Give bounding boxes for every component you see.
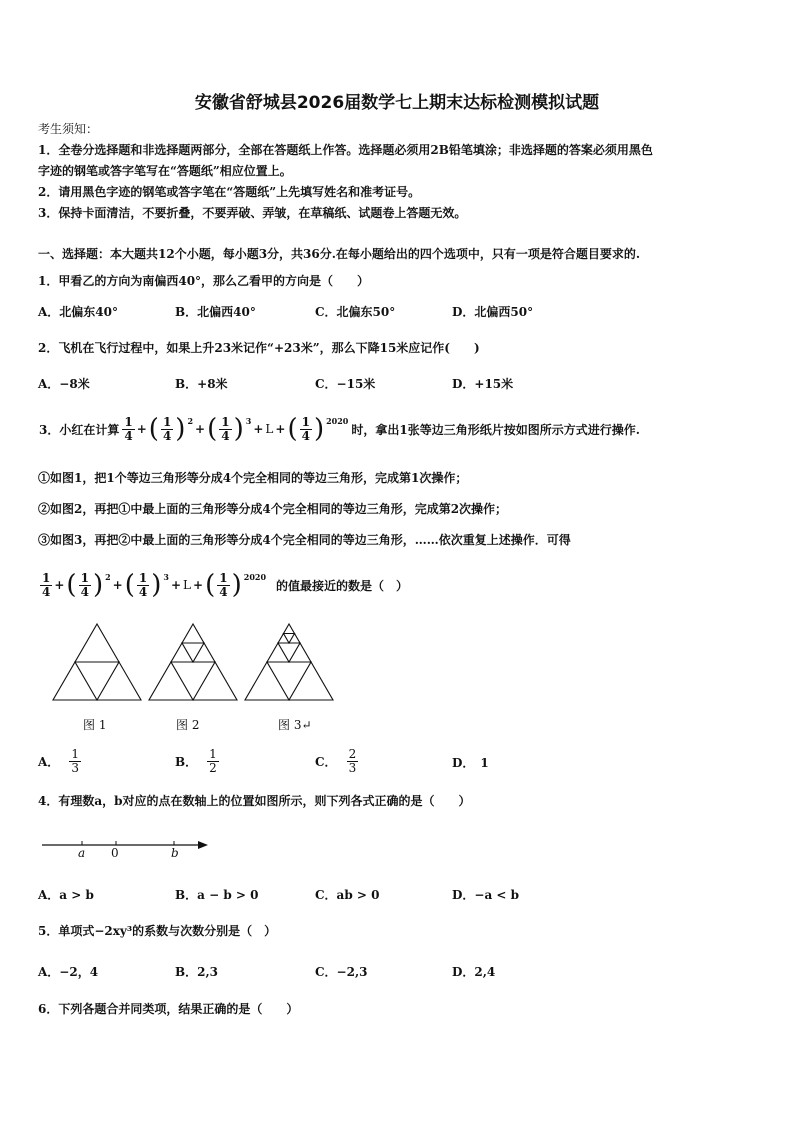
- number-line-label-b: b: [171, 846, 179, 860]
- question-1-stem: 1．甲看乙的方向为南偏西40°，那么乙看甲的方向是（ ）: [38, 274, 370, 288]
- notice-item-1: 1．全卷分选择题和非选择题两部分，全部在答题纸上作答。选择题必须用2B铅笔填涂；非选择题的答案必须用黑色: [38, 143, 653, 157]
- question-4-option-d[interactable]: D．−a < b: [452, 888, 520, 902]
- question-5-option-c[interactable]: C．−2,3: [315, 965, 368, 979]
- page-title: 安徽省舒城县2026届数学七上期末达标检测模拟试题: [194, 93, 600, 113]
- triangle-figure-1: [53, 624, 141, 700]
- question-2-stem: 2．飞机在飞行过程中，如果上升23米记作“+23米”，那么下降15米应记作( ): [38, 341, 480, 355]
- number-line-label-zero: 0: [111, 846, 119, 860]
- notice-item-3: 3．保持卡面清洁，不要折叠，不要弄破、弄皱，在草稿纸、试题卷上答题无效。: [38, 206, 467, 220]
- question-4-option-c[interactable]: C．ab > 0: [315, 888, 380, 902]
- question-5-stem: 5．单项式−2xy³的系数与次数分别是（ ）: [38, 924, 277, 938]
- notice-item-2: 2．请用黑色字迹的钢笔或答字笔在“答题纸”上先填写姓名和准考证号。: [38, 185, 421, 199]
- triangle-figures: [48, 620, 348, 705]
- question-2-option-d[interactable]: D．+15米: [452, 377, 514, 391]
- question-1-option-b[interactable]: B．北偏西40°: [175, 305, 256, 319]
- figure-1-caption: 图 1: [83, 718, 107, 732]
- series-formula-repeat: $\frac{1}{4}$ + ( $\frac{1}{4}$ ) 2 + ( $\frac{1}{4}$ ) 3 + L + ( $\frac{1}{4}$ ) 2020: [42, 570, 267, 600]
- question-1-option-a[interactable]: A．北偏东40°: [38, 305, 119, 319]
- triangle-figure-2: [149, 624, 237, 700]
- question-3-prefix: 3．小红在计算: [39, 422, 120, 437]
- question-5-option-b[interactable]: B．2,3: [175, 965, 219, 979]
- question-4-option-b[interactable]: B．a − b > 0: [175, 888, 259, 902]
- question-3-stem: [38, 406, 641, 452]
- triangle-figure-3: [245, 624, 333, 700]
- question-5-option-a[interactable]: A．−2，4: [38, 965, 99, 979]
- question-3-option-d[interactable]: D． 1: [452, 756, 489, 770]
- question-2-option-a[interactable]: A．−8米: [38, 377, 90, 391]
- question-2-option-b[interactable]: B．+8米: [175, 377, 228, 391]
- section-heading: 一、选择题：本大题共12个小题，每小题3分，共36分.在每小题给出的四个选项中，只有一项是符合题目要求的.: [38, 247, 641, 261]
- figure-2-caption: 图 2: [176, 718, 200, 732]
- question-1-option-d[interactable]: D．北偏西50°: [452, 305, 534, 319]
- question-3-step-3: ③如图3，再把②中最上面的三角形等分成4个完全相同的等边三角形，……依次重复上述操作．可得: [38, 533, 571, 547]
- question-3-tail: 的值最接近的数是（ ）: [276, 578, 409, 593]
- question-3-suffix: 时，拿出1张等边三角形纸片按如图所示方式进行操作.: [351, 422, 640, 437]
- fraction: $\frac{1}{4}$: [124, 414, 133, 443]
- question-5-option-d[interactable]: D．2,4: [452, 965, 496, 979]
- question-3-option-a[interactable]: A． $\frac{1}{3}$: [38, 746, 79, 775]
- figure-3-caption: 图 3↵: [278, 718, 312, 732]
- number-line: [38, 835, 213, 865]
- question-4-stem: 4．有理数a，b对应的点在数轴上的位置如图所示，则下列各式正确的是（ ）: [38, 794, 471, 808]
- question-3-formula-line: [38, 562, 409, 608]
- question-2-option-c[interactable]: C．−15米: [315, 377, 376, 391]
- number-line-label-a: a: [78, 846, 86, 860]
- question-3-step-2: ②如图2，再把①中最上面的三角形等分成4个完全相同的等边三角形，完成第2次操作；: [38, 502, 508, 516]
- question-4-option-a[interactable]: A．a > b: [38, 888, 94, 902]
- question-3-option-c[interactable]: C． $\frac{2}{3}$: [315, 746, 357, 775]
- question-3-option-b[interactable]: B． $\frac{1}{2}$: [175, 746, 217, 775]
- question-3-step-1: ①如图1，把1个等边三角形等分成4个完全相同的等边三角形，完成第1次操作；: [38, 471, 468, 485]
- notice-heading: 考生须知：: [38, 122, 99, 136]
- question-6-stem: 6．下列各题合并同类项，结果正确的是（ ）: [38, 1002, 299, 1016]
- series-formula: $\frac{1}{4}$ + ( $\frac{1}{4}$ ) 2 + ( $\frac{1}{4}$ ) 3 + L + ( $\frac{1}{4}$ ) 2020: [124, 414, 349, 444]
- question-1-option-c[interactable]: C．北偏东50°: [315, 305, 396, 319]
- notice-item-1-cont: 字迹的钢笔或答字笔写在“答题纸”相应位置上。: [38, 164, 292, 178]
